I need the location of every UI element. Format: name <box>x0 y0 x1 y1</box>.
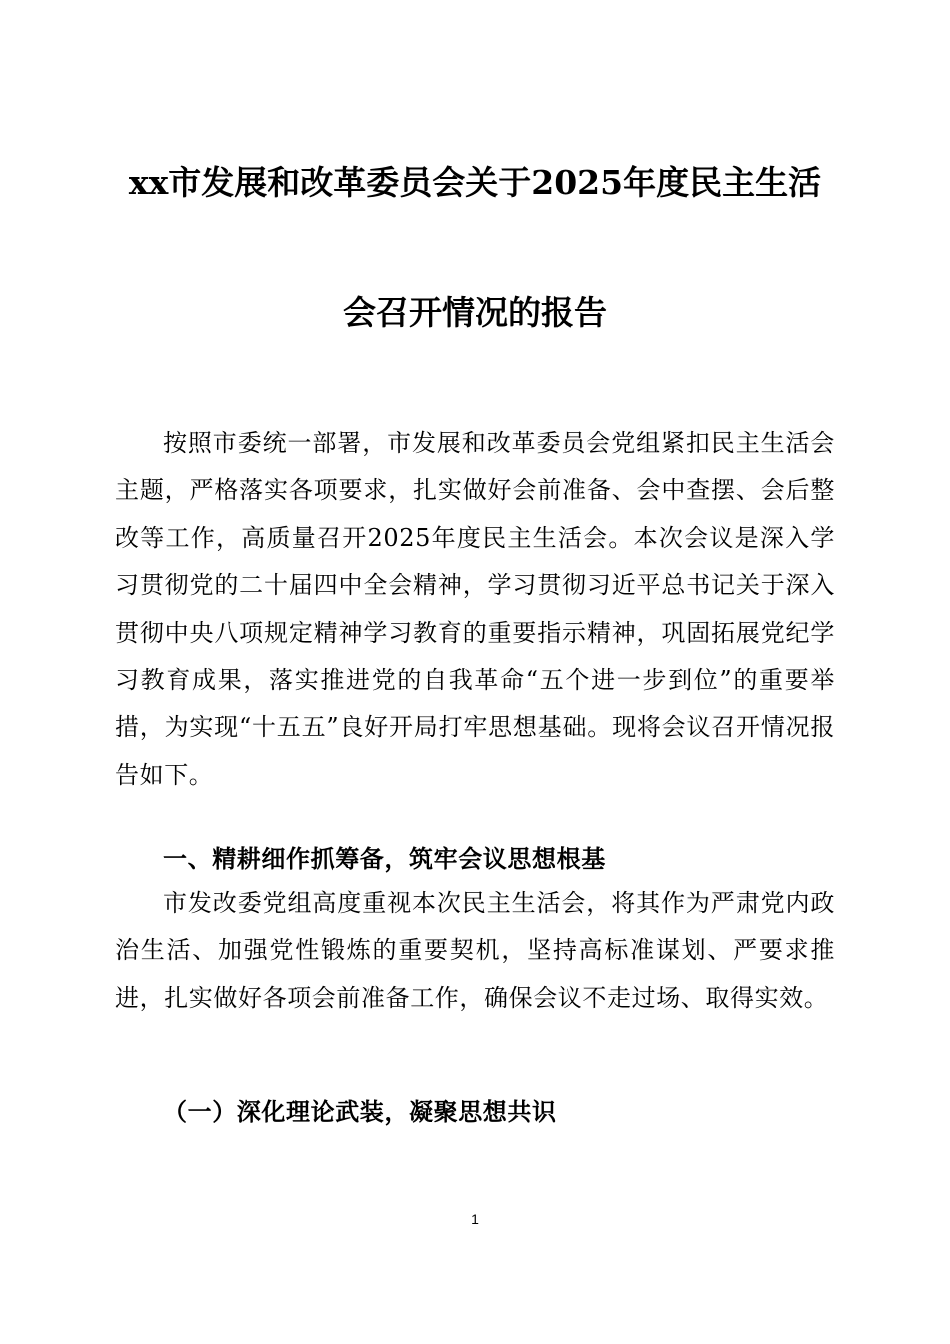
intro-paragraph: 按照市委统一部署，市发展和改革委员会党组紧扣民主生活会主题，严格落实各项要求，扎实做好会前准备、会中查摆、会后整改等工作，高质量召开2025年度民主生活会。本次会议是深入学习贯彻党的二十届四中全会精神，学习贯彻习近平总书记关于深入贯彻中央八项规定精神学习教育的重要指示精神，巩固拓展党纪学习教育成果，落实推进党的自我革命“五个进一步到位”的重要举措，为实现“十五五”良好开局打牢思想基础。现将会议召开情况报告如下。 <box>115 429 835 789</box>
section-heading-1: 一、精耕细作抓筹备，筑牢会议思想根基 <box>163 844 606 873</box>
page-number: 1 <box>471 1211 479 1227</box>
section-paragraph-block <box>115 880 835 1022</box>
document-title-line-2: 会召开情况的报告 <box>343 293 607 332</box>
document-title-line-1: xx市发展和改革委员会关于2025年度民主生活 <box>128 163 822 202</box>
subsection-heading-block <box>115 1088 835 1135</box>
section-heading-block <box>115 835 835 882</box>
section-paragraph-1: 市发改委党组高度重视本次民主生活会，将其作为严肃党内政治生活、加强党性锻炼的重要契机，坚持高标准谋划、严要求推进，扎实做好各项会前准备工作，确保会议不走过场、取得实效。 <box>115 889 835 1012</box>
intro-paragraph-block <box>115 420 835 799</box>
subsection-heading-1: （一）深化理论武装，凝聚思想共识 <box>163 1097 557 1126</box>
